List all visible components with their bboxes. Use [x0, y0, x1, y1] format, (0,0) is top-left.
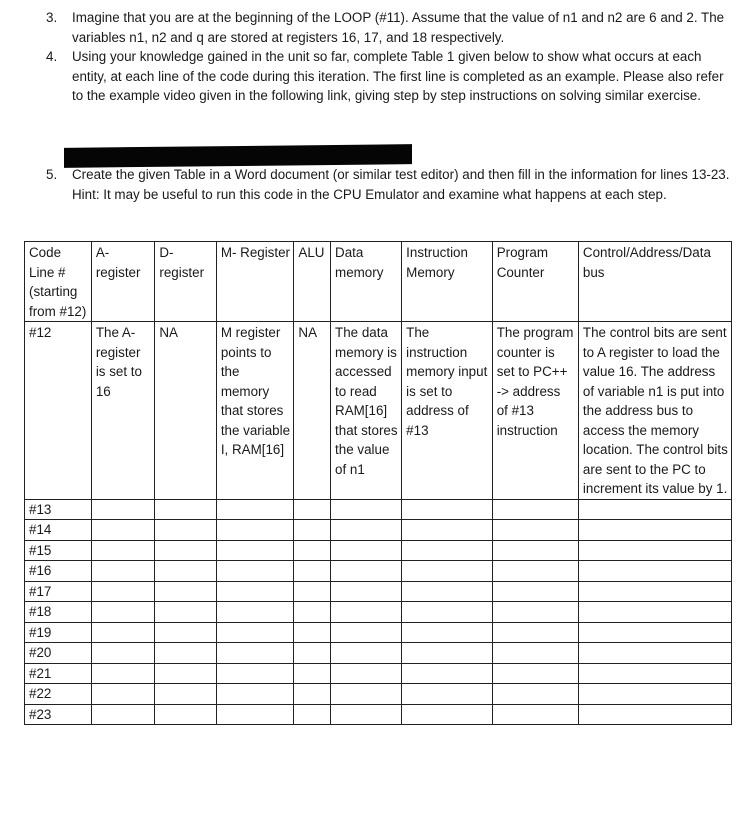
header-m-register: M- Register — [216, 242, 294, 322]
header-a-register: A- register — [91, 242, 155, 322]
empty-cell[interactable] — [578, 643, 731, 664]
cell-line: #17 — [25, 581, 92, 602]
empty-cell[interactable] — [331, 684, 402, 705]
instruction-text: Using your knowledge gained in the unit so far, complete Table 1 given below to show what occurs at each entity, at each line of the code during this iteration. The first line is completed as an example. Please also refer to the example video given in the following link, giving step by step instructions on solving similar exercise. — [72, 49, 724, 103]
empty-cell[interactable] — [402, 684, 493, 705]
empty-cell[interactable] — [331, 663, 402, 684]
empty-cell[interactable] — [492, 643, 578, 664]
empty-cell[interactable] — [402, 602, 493, 623]
instruction-text: Imagine that you are at the beginning of the LOOP (#11). Assume that the value of n1 and n2 are 6 and 2. The variables n1, n2 and q are stored at registers 16, 17, and 18 respectively. — [72, 10, 725, 45]
empty-cell[interactable] — [578, 561, 731, 582]
empty-cell[interactable] — [331, 622, 402, 643]
cell-line: #22 — [25, 684, 92, 705]
empty-cell[interactable] — [91, 602, 155, 623]
empty-rows-body — [25, 499, 732, 725]
empty-cell[interactable] — [155, 561, 216, 582]
empty-cell[interactable] — [331, 704, 402, 725]
empty-cell[interactable] — [216, 622, 294, 643]
empty-cell[interactable] — [155, 622, 216, 643]
table-row — [25, 663, 732, 684]
empty-cell[interactable] — [216, 684, 294, 705]
table-row — [25, 704, 732, 725]
header-instruction-memory: Instruction Memory — [402, 242, 493, 322]
empty-cell[interactable] — [578, 684, 731, 705]
cell-line: #13 — [25, 499, 92, 520]
cell-a-register: The A- register is set to 16 — [91, 322, 155, 500]
empty-cell[interactable] — [294, 540, 331, 561]
cell-line: #18 — [25, 602, 92, 623]
empty-cell[interactable] — [294, 602, 331, 623]
cell-line: #16 — [25, 561, 92, 582]
empty-cell[interactable] — [402, 663, 493, 684]
empty-cell[interactable] — [155, 520, 216, 541]
instruction-item-3 — [46, 8, 726, 47]
empty-cell[interactable] — [402, 643, 493, 664]
table-row — [25, 581, 732, 602]
empty-cell[interactable] — [331, 499, 402, 520]
empty-cell[interactable] — [155, 602, 216, 623]
empty-cell[interactable] — [216, 602, 294, 623]
empty-cell[interactable] — [155, 643, 216, 664]
empty-cell[interactable] — [492, 602, 578, 623]
instruction-list — [46, 8, 730, 202]
empty-cell[interactable] — [578, 499, 731, 520]
instruction-item-5 — [46, 165, 749, 204]
empty-cell[interactable] — [294, 622, 331, 643]
empty-cell[interactable] — [331, 540, 402, 561]
empty-cell[interactable] — [402, 499, 493, 520]
header-data-memory: Data memory — [331, 242, 402, 322]
header-d-register: D- register — [155, 242, 216, 322]
empty-cell[interactable] — [216, 643, 294, 664]
empty-cell[interactable] — [216, 520, 294, 541]
empty-cell[interactable] — [402, 561, 493, 582]
cell-line: #12 — [25, 322, 92, 500]
empty-cell[interactable] — [294, 704, 331, 725]
empty-cell[interactable] — [492, 581, 578, 602]
empty-cell[interactable] — [331, 643, 402, 664]
empty-cell[interactable] — [91, 540, 155, 561]
empty-cell[interactable] — [216, 540, 294, 561]
empty-cell[interactable] — [155, 540, 216, 561]
header-program-counter: Program Counter — [492, 242, 578, 322]
empty-cell[interactable] — [492, 520, 578, 541]
empty-cell[interactable] — [402, 540, 493, 561]
empty-cell[interactable] — [578, 581, 731, 602]
empty-cell[interactable] — [578, 520, 731, 541]
instruction-number: 3. — [46, 10, 58, 25]
empty-cell[interactable] — [331, 561, 402, 582]
table-row — [25, 540, 732, 561]
empty-cell[interactable] — [578, 622, 731, 643]
empty-cell[interactable] — [402, 704, 493, 725]
empty-cell[interactable] — [155, 499, 216, 520]
empty-cell[interactable] — [91, 684, 155, 705]
table-row — [25, 499, 732, 520]
empty-cell[interactable] — [155, 684, 216, 705]
header-alu: ALU — [294, 242, 331, 322]
instruction-number: 5. — [46, 167, 58, 182]
empty-cell[interactable] — [91, 704, 155, 725]
table-row — [25, 602, 732, 623]
cell-data-memory: The data memory is accessed to read RAM[16] that stores the value of n1 — [331, 322, 402, 500]
cell-line: #19 — [25, 622, 92, 643]
cell-program-counter: The program counter is set to PC++ -> address of #13 instruction — [492, 322, 578, 500]
empty-cell[interactable] — [91, 643, 155, 664]
empty-cell[interactable] — [492, 704, 578, 725]
cell-m-register: M register points to the memory that stores the variable I, RAM[16] — [216, 322, 294, 500]
table-row — [25, 520, 732, 541]
empty-cell[interactable] — [216, 704, 294, 725]
empty-cell[interactable] — [155, 663, 216, 684]
empty-cell[interactable] — [294, 684, 331, 705]
cell-line: #14 — [25, 520, 92, 541]
cell-bus: The control bits are sent to A register to load the value 16. The address of variable n1 is put into the address bus to access the memory location. The control bits are sent to the PC to increment its value by 1. — [578, 322, 731, 500]
empty-cell[interactable] — [216, 581, 294, 602]
cell-alu: NA — [294, 322, 331, 500]
instruction-text: Create the given Table in a Word document (or similar test editor) and then fill in the information for lines 13-23. Hint: It may be useful to run this code in the CPU Emulator and examine what happens at each step. — [72, 167, 730, 202]
table-row — [25, 684, 732, 705]
table-row — [25, 622, 732, 643]
table-row-example — [25, 322, 732, 500]
empty-cell[interactable] — [155, 704, 216, 725]
empty-cell[interactable] — [578, 704, 731, 725]
empty-cell[interactable] — [216, 499, 294, 520]
empty-cell[interactable] — [294, 581, 331, 602]
empty-cell[interactable] — [578, 602, 731, 623]
empty-cell[interactable] — [294, 643, 331, 664]
empty-cell[interactable] — [91, 520, 155, 541]
empty-cell[interactable] — [492, 499, 578, 520]
header-code-line: Code Line # (starting from #12) — [25, 242, 92, 322]
empty-cell[interactable] — [294, 663, 331, 684]
empty-cell[interactable] — [91, 581, 155, 602]
empty-cell[interactable] — [331, 581, 402, 602]
empty-cell[interactable] — [294, 499, 331, 520]
empty-cell[interactable] — [91, 663, 155, 684]
table-row — [25, 643, 732, 664]
empty-cell[interactable] — [492, 540, 578, 561]
empty-cell[interactable] — [331, 602, 402, 623]
empty-cell[interactable] — [294, 520, 331, 541]
instruction-item-4 — [46, 47, 726, 106]
empty-cell[interactable] — [155, 581, 216, 602]
empty-cell[interactable] — [91, 499, 155, 520]
instruction-number: 4. — [46, 49, 58, 64]
empty-cell[interactable] — [91, 622, 155, 643]
cell-line: #21 — [25, 663, 92, 684]
empty-cell[interactable] — [492, 684, 578, 705]
empty-cell[interactable] — [402, 622, 493, 643]
empty-cell[interactable] — [91, 561, 155, 582]
empty-cell[interactable] — [578, 540, 731, 561]
empty-cell[interactable] — [331, 520, 402, 541]
empty-cell[interactable] — [492, 622, 578, 643]
empty-cell[interactable] — [402, 520, 493, 541]
empty-cell[interactable] — [216, 561, 294, 582]
empty-cell[interactable] — [578, 663, 731, 684]
empty-cell[interactable] — [216, 663, 294, 684]
empty-cell[interactable] — [294, 561, 331, 582]
entity-table — [24, 241, 732, 725]
table-header-row — [25, 242, 732, 322]
header-bus: Control/Address/Data bus — [578, 242, 731, 322]
redacted-link-bar — [64, 144, 412, 168]
empty-cell[interactable] — [492, 561, 578, 582]
empty-cell[interactable] — [402, 581, 493, 602]
table-row — [25, 561, 732, 582]
cell-line: #23 — [25, 704, 92, 725]
cell-d-register: NA — [155, 322, 216, 500]
cell-instruction-memory: The instruction memory input is set to address of #13 — [402, 322, 493, 500]
cell-line: #20 — [25, 643, 92, 664]
cell-line: #15 — [25, 540, 92, 561]
empty-cell[interactable] — [492, 663, 578, 684]
